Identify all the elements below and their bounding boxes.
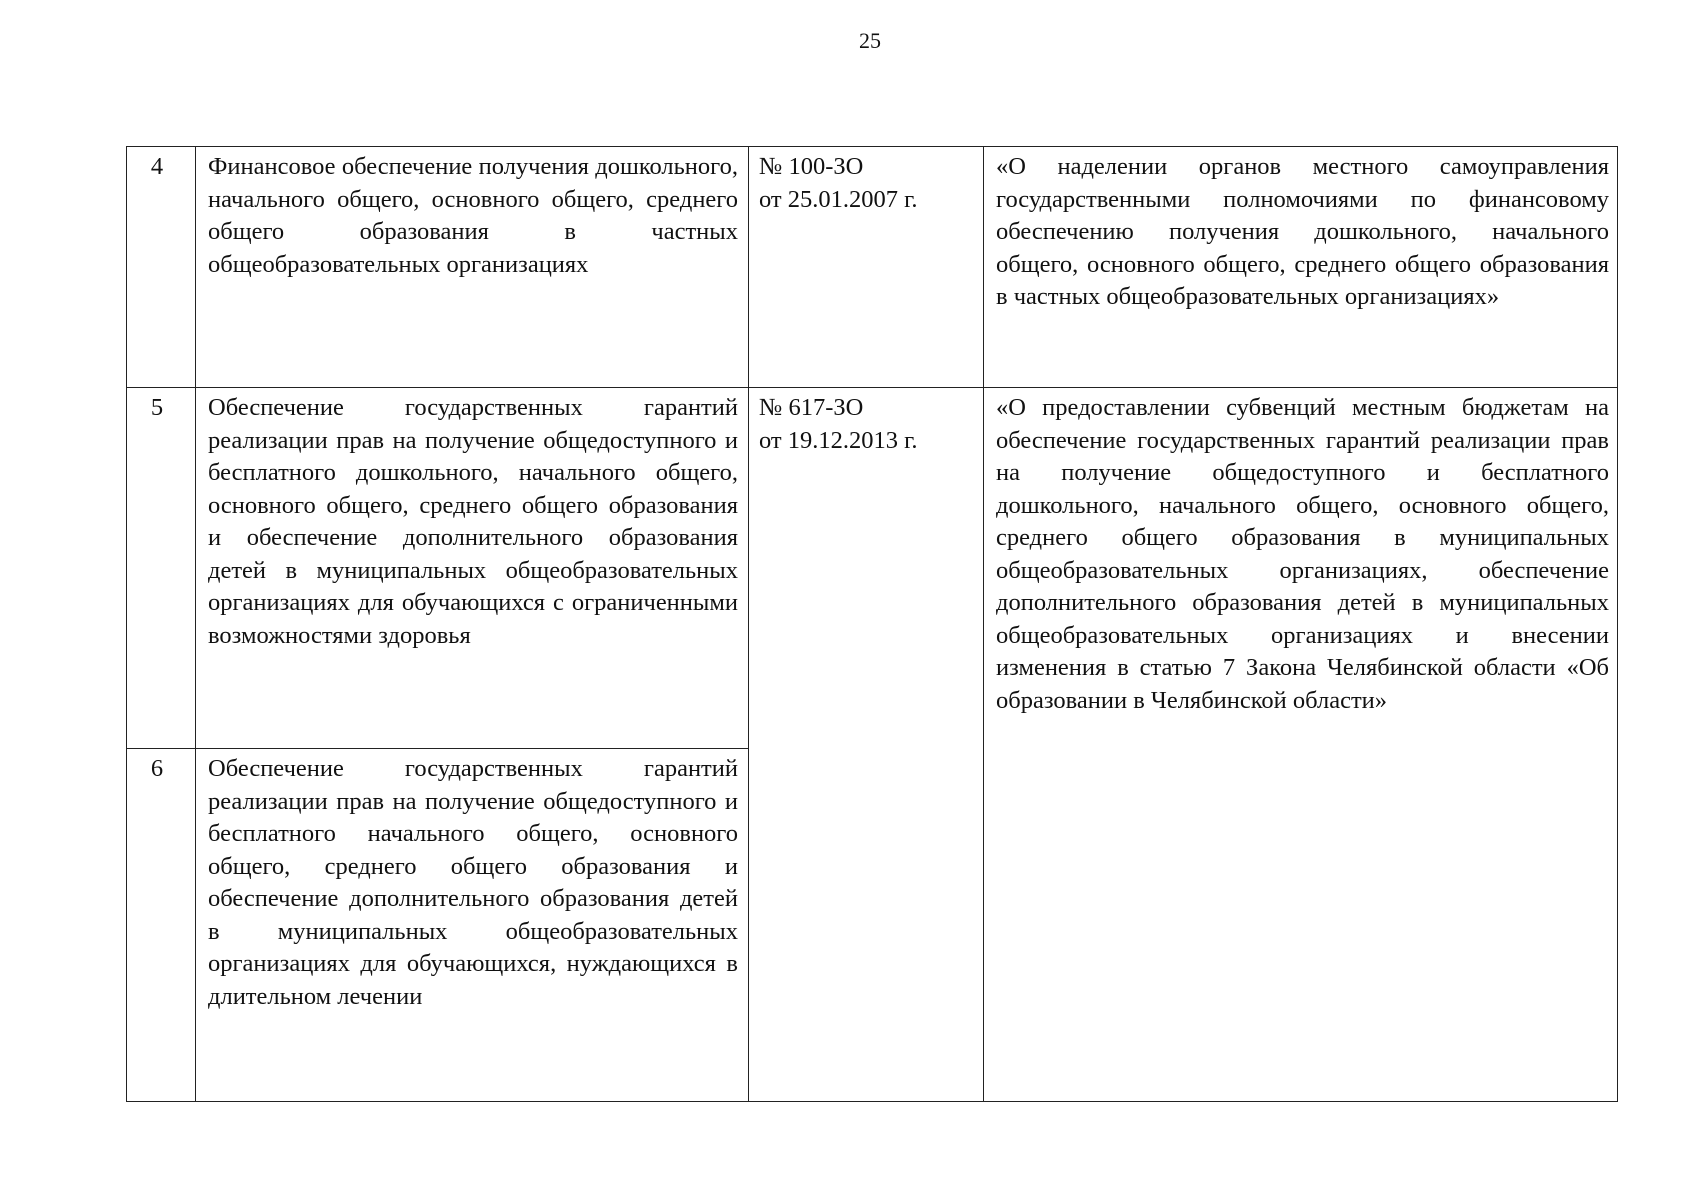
law-number: № 100-ЗО [759, 153, 864, 180]
row-number: 6 [127, 749, 196, 1102]
activity-cell: Обеспечение государственных гарантий реализации прав на получение общедоступного и бесплатного начального общего, основного общего, среднего общего образования и обеспечение дополнительного образования детей в муниципальных общеобразовательных организациях для обучающихся, нуждающихся в длительном лечении [196, 749, 749, 1102]
law-date: от 19.12.2013 г. [759, 426, 918, 454]
activity-cell: Обеспечение государственных гарантий реализации прав на получение общедоступного и бесплатного дошкольного, начального общего, основного общего, среднего общего образования и обеспечение дополнительного образования детей в муниципальных общеобразовательных организациях для обучающихся с ограниченными возможностями здоровья [196, 388, 749, 749]
law-number-cell [749, 147, 984, 388]
law-title-cell: «О наделении органов местного самоуправления государственными полномочиями по финансовому обеспечению получения дошкольного, начального общего, основного общего, среднего общего образования в частных общеобразовательных организациях» [984, 147, 1618, 388]
law-number: № 617-ЗО [759, 394, 864, 421]
law-date: от 25.01.2007 г. [759, 185, 918, 213]
page-number: 25 [859, 28, 881, 53]
law-title-cell: «О предоставлении субвенций местным бюджетам на обеспечение государственных гарантий реализации прав на получение общедоступного и бесплатного дошкольного, начального общего, основного общего, среднего общего образования в муниципальных общеобразовательных организациях, обеспечение дополнительного образования детей в муниципальных общеобразовательных организациях и внесении изменения в статью 7 Закона Челябинской области «Об образовании в Челябинской области» [984, 388, 1618, 1102]
table-row [127, 388, 1618, 749]
activity-cell: Финансовое обеспечение получения дошкольного, начального общего, основного общего, среднего общего образования в частных общеобразовательных организациях [196, 147, 749, 388]
row-number: 5 [127, 388, 196, 749]
row-number: 4 [127, 147, 196, 388]
table-row [127, 147, 1618, 388]
laws-table [126, 146, 1618, 1102]
law-number-cell [749, 388, 984, 1102]
